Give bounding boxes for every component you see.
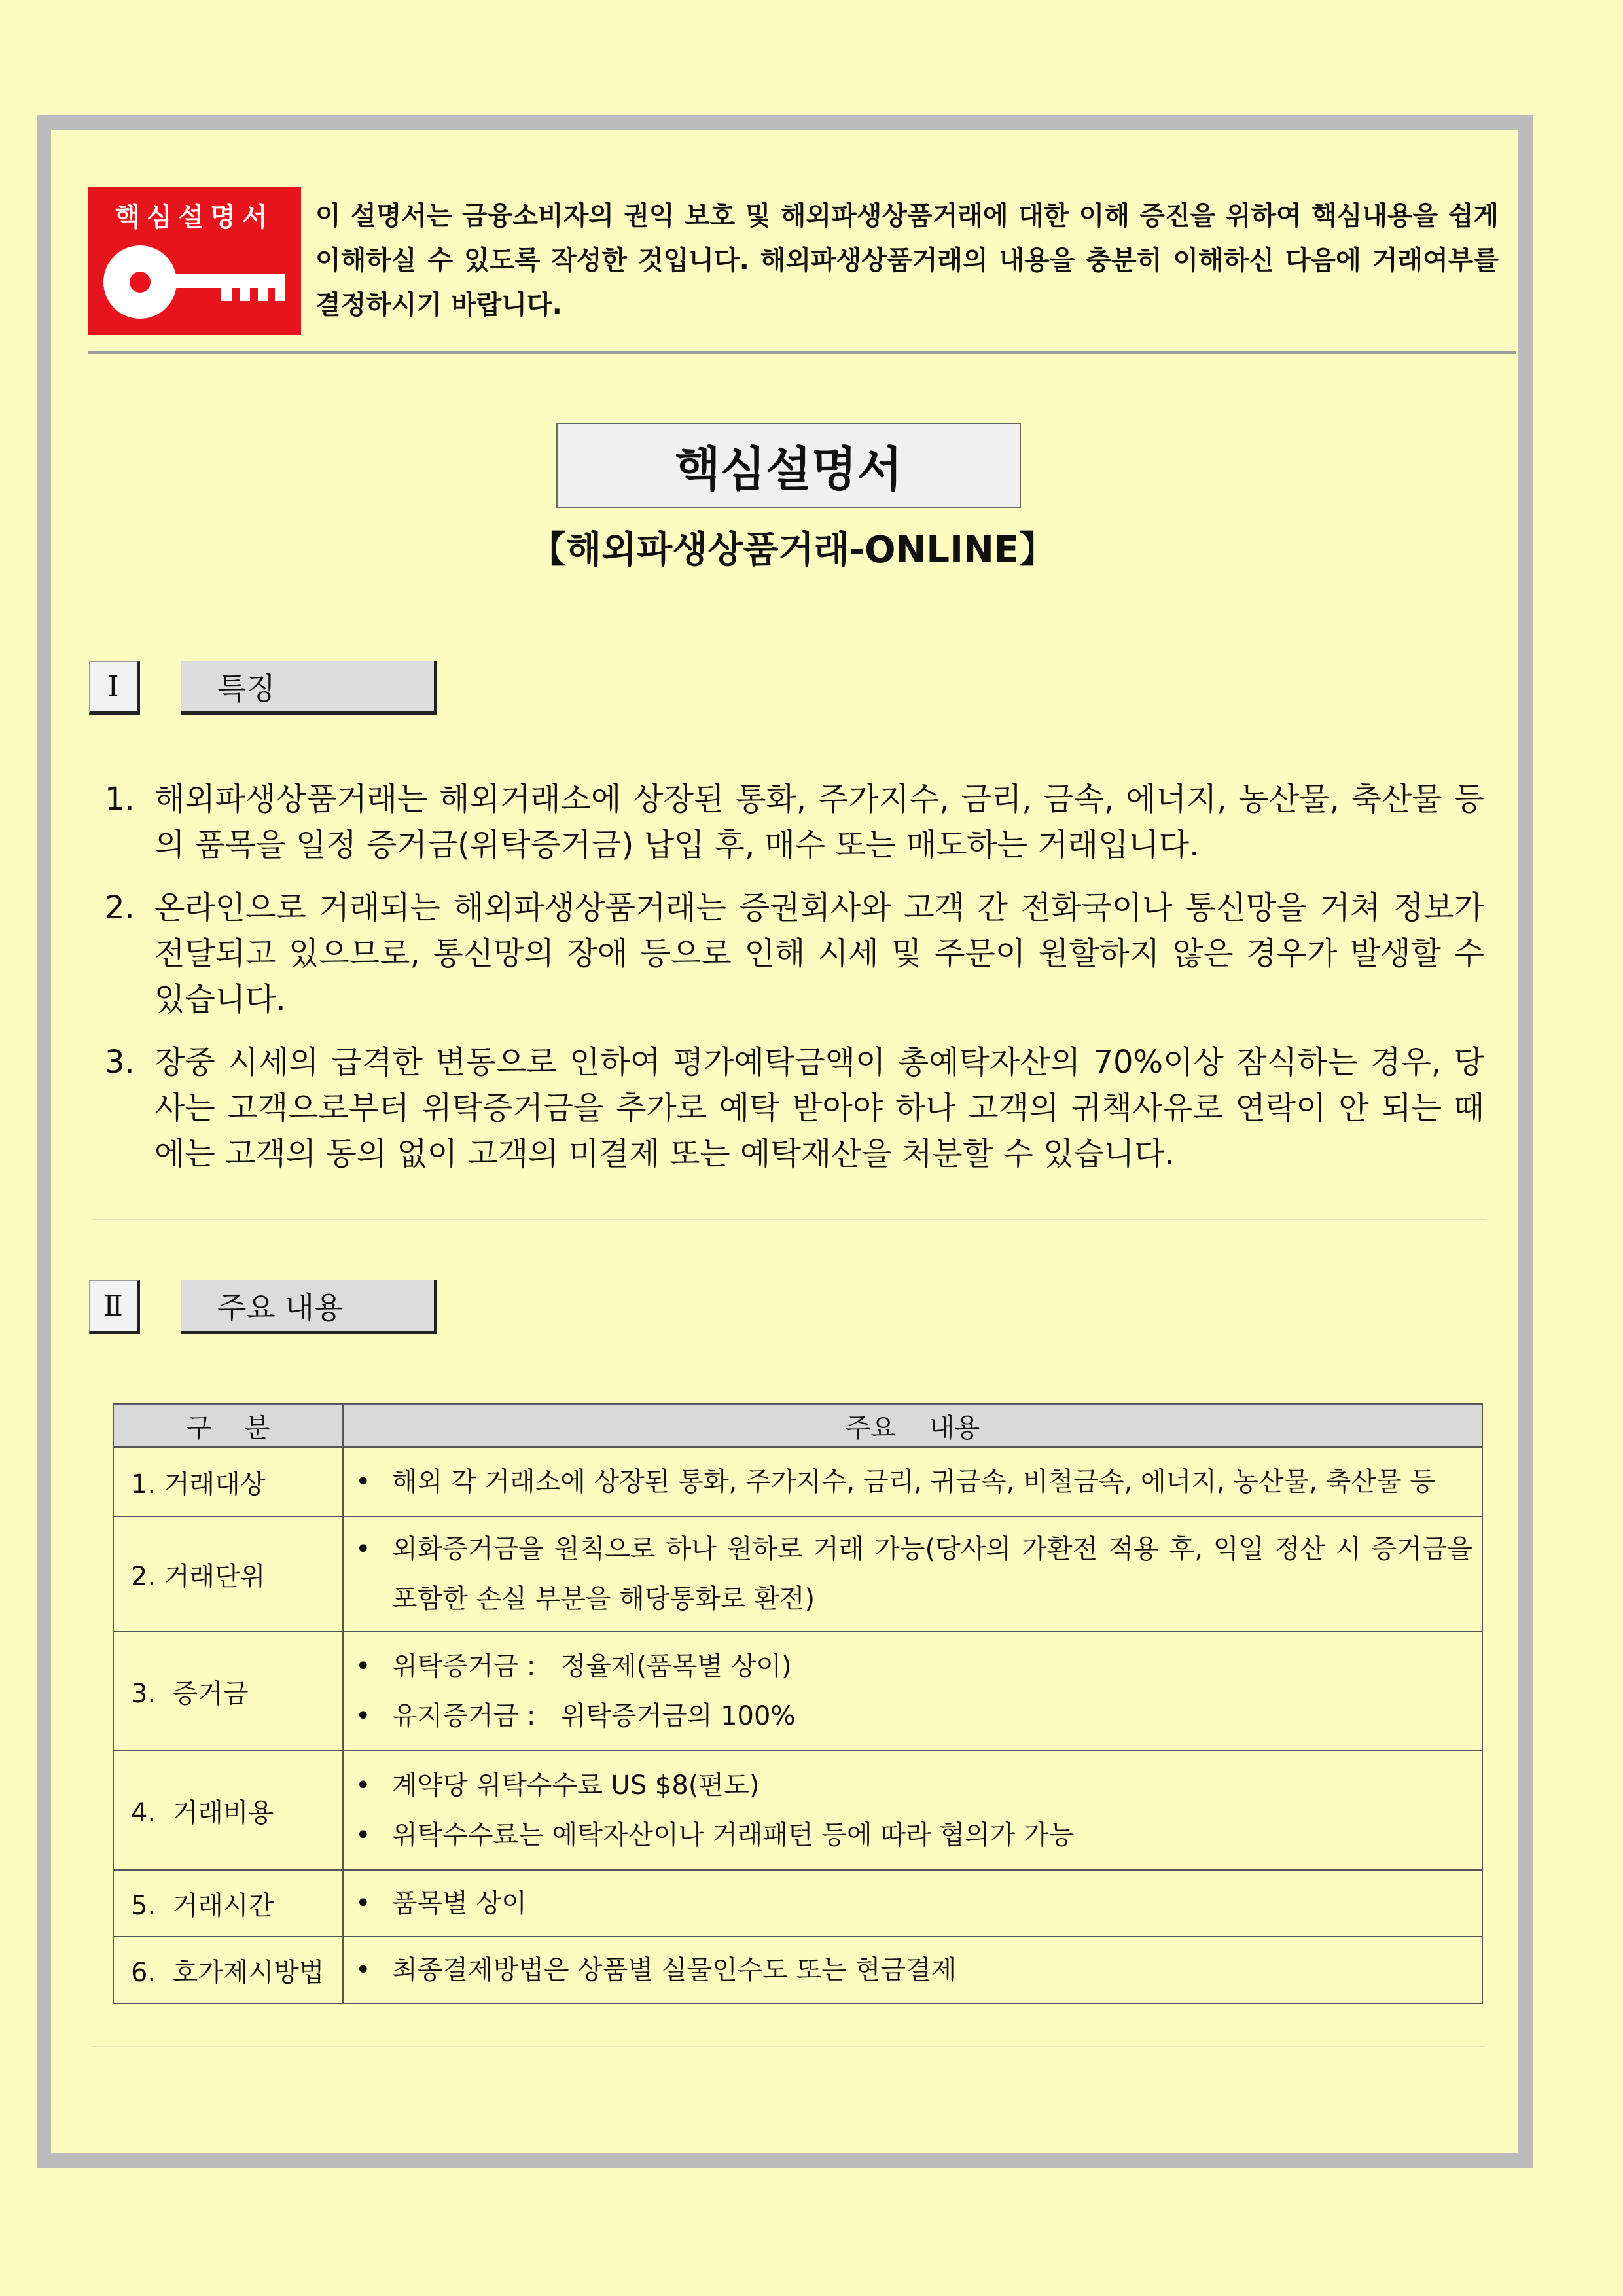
row-content — [343, 1870, 1482, 1937]
bullet-item: • 위탁증거금 : 정율제(품목별 상이) — [351, 1641, 1472, 1691]
header-divider — [88, 351, 1516, 354]
section-1-number: Ⅰ — [89, 661, 140, 715]
item-number: 2. — [105, 889, 135, 926]
key-icon — [99, 240, 289, 325]
item-text: 장중 시세의 급격한 변동으로 인하여 평가예탁금액이 총예탁자산의 70%이상 잠식하는 경우, 당사는 고객으로부터 위탁증거금을 추가로 예탁 받아야 하나 고객의 귀책사유로 연락이 안 되는 때에는 고객의 동의 없이 고객의 미결제 또는 예탁재산을 처분할 수 있습니다. — [154, 1044, 1484, 1172]
item-text: 해외파생상품거래는 해외거래소에 상장된 통화, 주가지수, 금리, 금속, 에너지, 농산물, 축산물 등의 품목을 일정 증거금(위탁증거금) 납입 후, 매수 또는 매도하는 거래입니다. — [154, 781, 1484, 863]
bullet-item: • 품목별 상이 — [351, 1878, 1472, 1928]
header-content: 주요 내용 — [343, 1404, 1482, 1447]
feature-list — [105, 776, 1484, 1194]
item-number: 1. — [105, 781, 135, 817]
key-badge — [88, 187, 301, 335]
row-content — [343, 1937, 1482, 2003]
bottom-divider — [92, 2046, 1486, 2047]
bullet-item: • 위탁수수료는 예탁자산이나 거래패턴 등에 따라 협의가 가능 — [351, 1810, 1472, 1860]
row-content — [343, 1516, 1482, 1632]
list-item — [105, 1039, 1484, 1177]
row-category: 4. 거래비용 — [113, 1751, 343, 1870]
row-category: 6. 호가제시방법 — [113, 1937, 343, 2003]
row-category: 2. 거래단위 — [113, 1516, 343, 1632]
item-text: 온라인으로 거래되는 해외파생상품거래는 증권회사와 고객 간 전화국이나 통신망을 거쳐 정보가 전달되고 있으므로, 통신망의 장애 등으로 인해 시세 및 주문이 원할하지 않은 경우가 발생할 수 있습니다. — [154, 889, 1484, 1018]
table-row — [113, 1751, 1482, 1870]
bullet-item: • 최종결제방법은 상품별 실물인수도 또는 현금결제 — [351, 1945, 1472, 1995]
list-item — [105, 776, 1484, 868]
badge-title: 핵심설명서 — [115, 202, 274, 232]
main-content-table — [113, 1403, 1483, 2004]
header-category: 구 분 — [113, 1404, 343, 1447]
bullet-item: • 계약당 위탁수수료 US $8(편도) — [351, 1761, 1472, 1810]
table-row — [113, 1870, 1482, 1937]
row-content — [343, 1447, 1482, 1516]
row-category: 1. 거래대상 — [113, 1447, 343, 1516]
intro-text: 이 설명서는 금융소비자의 권익 보호 및 해외파생상품거래에 대한 이해 증진을 위하여 핵심내용을 쉽게 이해하실 수 있도록 작성한 것입니다. 해외파생상품거래의 내용을 충분히 이해하신 다음에 거래여부를 결정하시기 바랍니다. — [315, 201, 1499, 320]
item-number: 3. — [105, 1044, 135, 1081]
document-subtitle: 【해외파생상품거래-ONLINE】 — [529, 529, 1056, 571]
section-divider — [92, 1219, 1486, 1220]
document-title: 핵심설명서 — [556, 423, 1021, 508]
bullet-item: • 외화증거금을 원칙으로 하나 원하로 거래 가능(당사의 가환전 적용 후, 익일 정산 시 증거금을 포함한 손실 부분을 해당통화로 환전) — [351, 1524, 1472, 1624]
list-item — [105, 885, 1484, 1022]
section-2-number: Ⅱ — [89, 1280, 140, 1334]
bullet-item: • 해외 각 거래소에 상장된 통화, 주가지수, 금리, 귀금속, 비철금속, 에너지, 농산물, 축산물 등 — [351, 1457, 1472, 1507]
table-row — [113, 1632, 1482, 1751]
table-row — [113, 1516, 1482, 1632]
table-row — [113, 1447, 1482, 1516]
row-content — [343, 1632, 1482, 1751]
row-content — [343, 1751, 1482, 1870]
bullet-item: • 유지증거금 : 위탁증거금의 100% — [351, 1691, 1472, 1741]
section-1-label: 특징 — [181, 661, 437, 715]
section-2-label: 주요 내용 — [181, 1280, 437, 1334]
row-category: 3. 증거금 — [113, 1632, 343, 1751]
row-category: 5. 거래시간 — [113, 1870, 343, 1937]
table-row — [113, 1937, 1482, 2003]
table-header-row — [113, 1404, 1482, 1447]
